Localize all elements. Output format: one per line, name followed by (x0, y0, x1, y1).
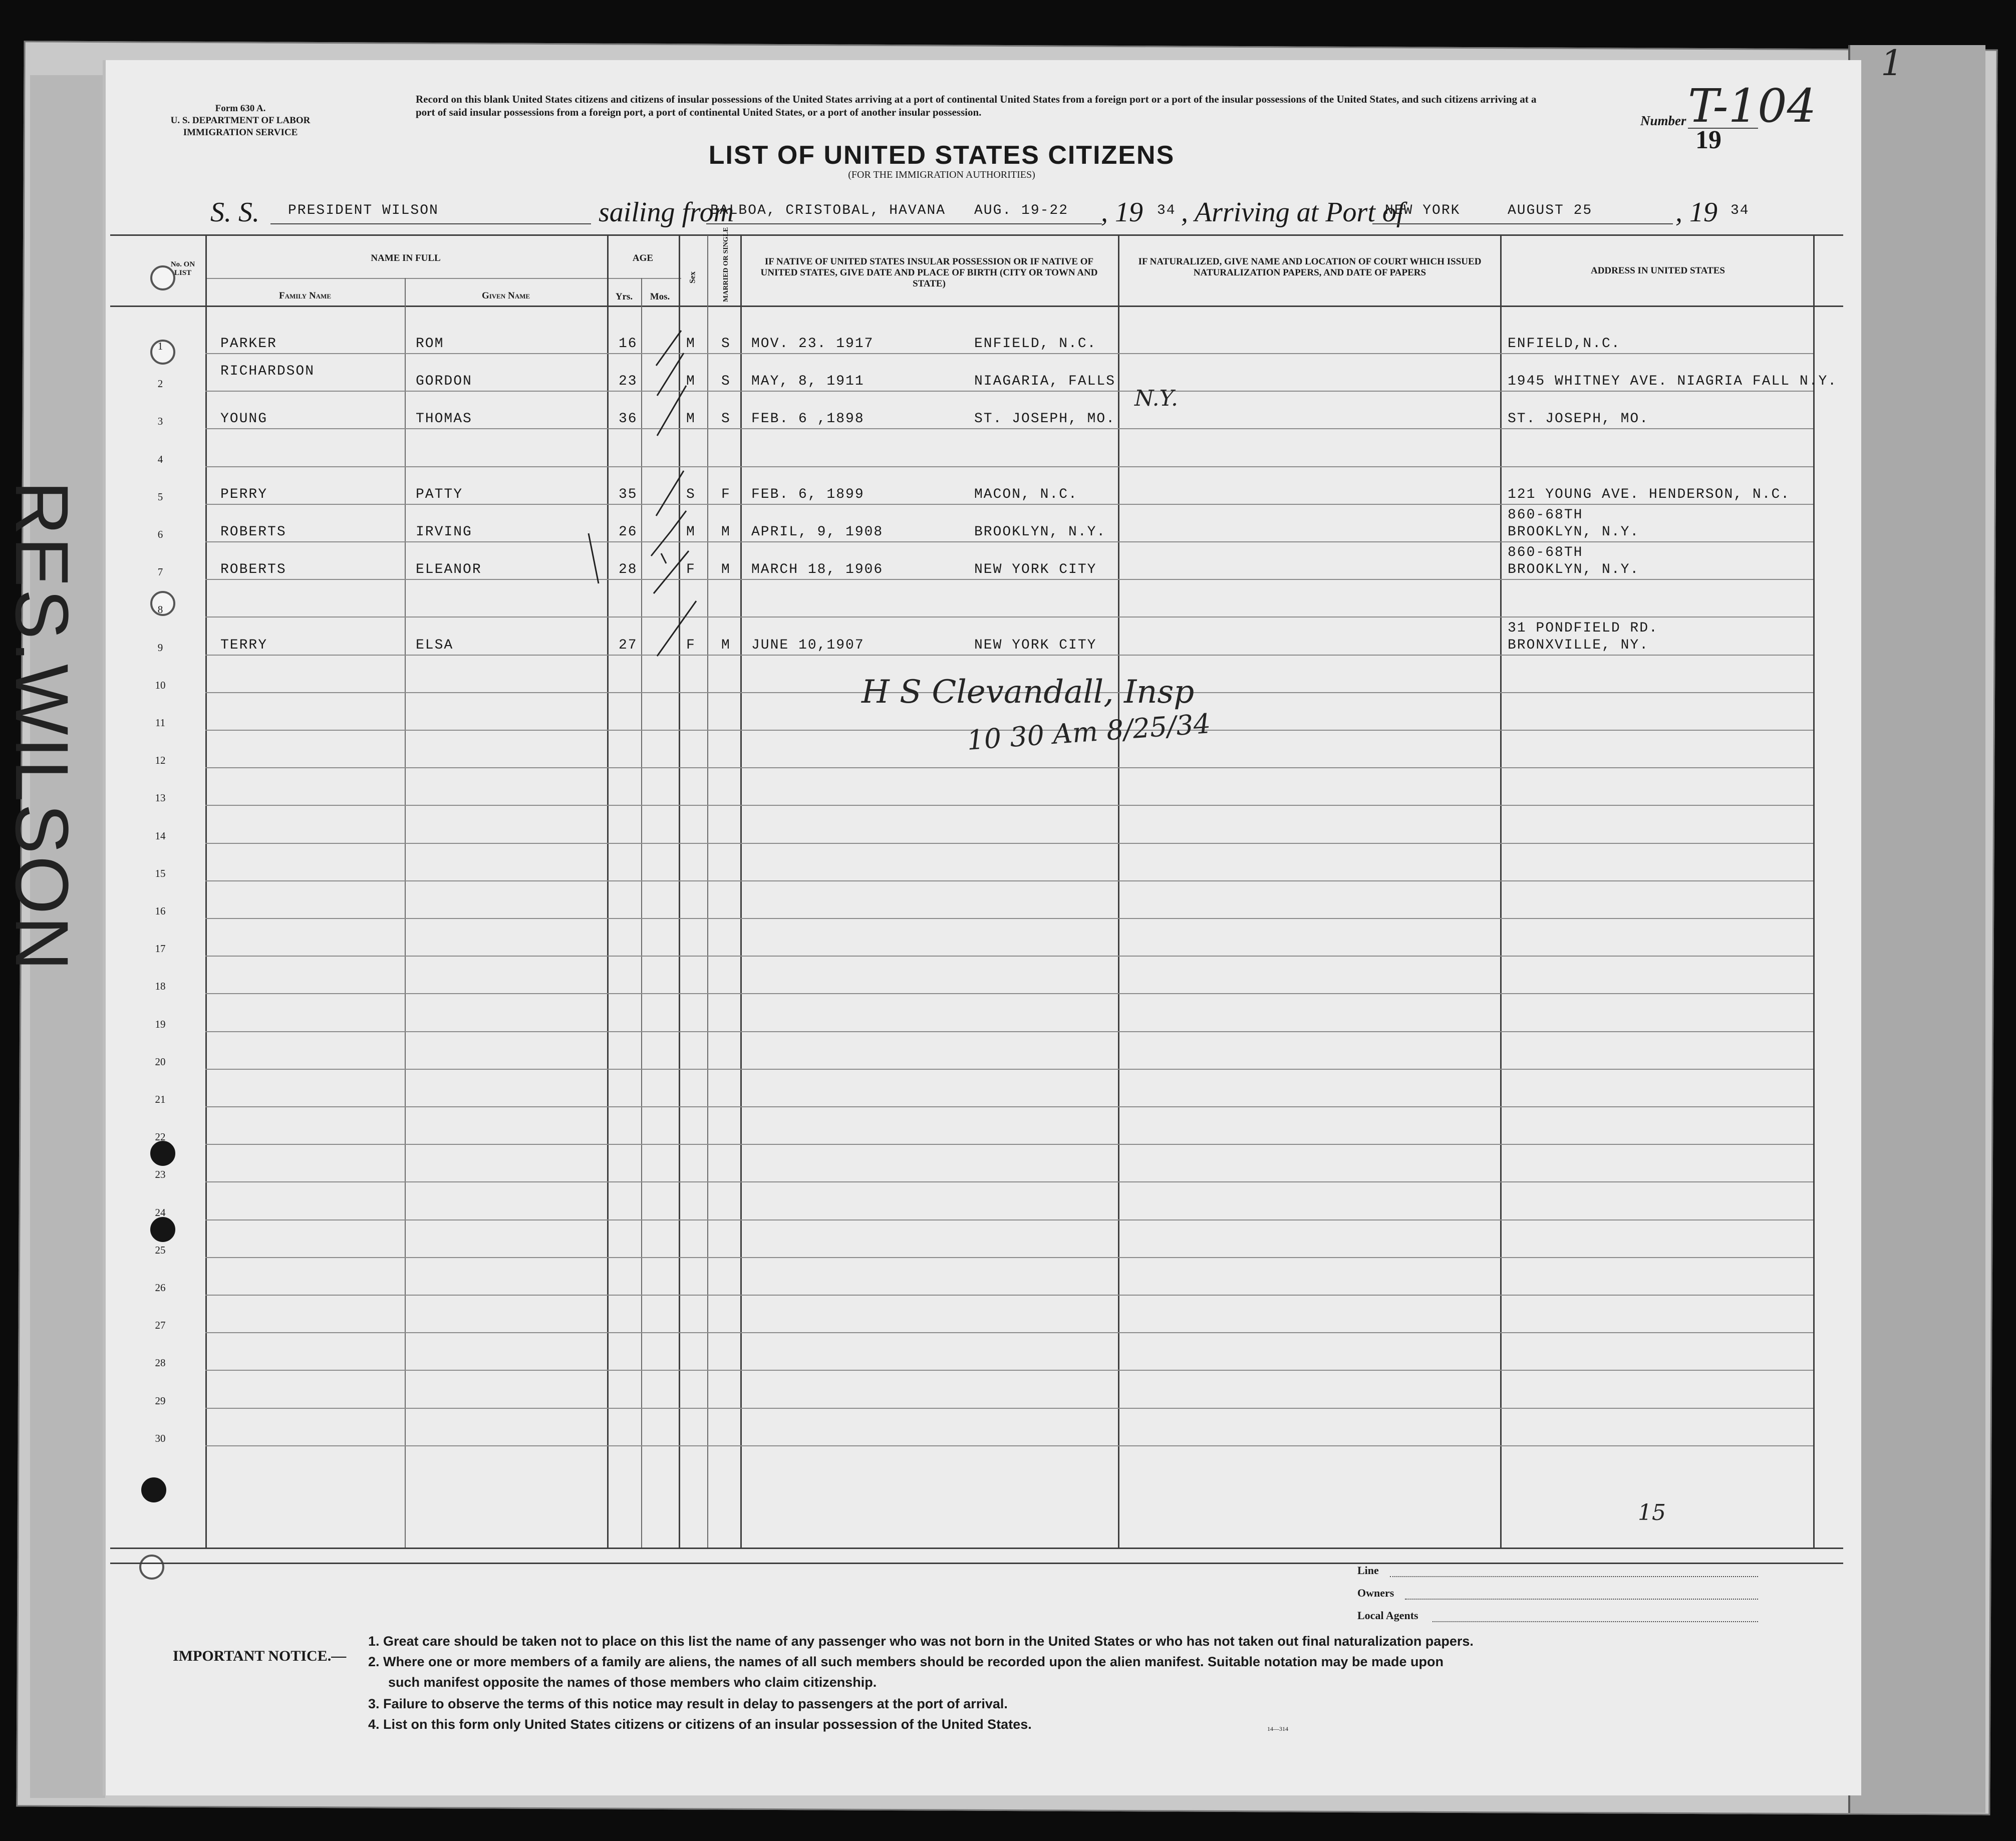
birth-place-cell: ST. JOSEPH, MO. (974, 411, 1116, 427)
header-name-in-full: NAME IN FULL (371, 253, 441, 263)
arriving-label: , Arriving at Port of (1181, 197, 1404, 228)
given-name-cell: ELSA (416, 637, 454, 653)
birth-date-cell: MARCH 18, 1906 (751, 562, 884, 578)
sex-cell: M (686, 411, 696, 427)
birth-date-cell: MOV. 23. 1917 (751, 336, 874, 352)
row-number: 17 (155, 943, 166, 955)
sex-cell: M (686, 336, 696, 352)
header-married-single: MARRIED OR SINGLE (722, 227, 730, 302)
row-number: 1 (157, 340, 163, 352)
row-number: 5 (157, 490, 163, 503)
sex-cell: M (686, 374, 696, 390)
row-number: 21 (155, 1093, 166, 1105)
header-yrs: Yrs. (615, 291, 633, 302)
tally-mark (589, 533, 599, 583)
row-number: 28 (155, 1357, 166, 1369)
arrival-date: AUGUST 25 (1508, 203, 1593, 218)
ship-name: PRESIDENT WILSON (288, 203, 439, 218)
notice-title: IMPORTANT NOTICE.— (173, 1648, 347, 1664)
birth-place-cell: NEW YORK CITY (974, 562, 1097, 578)
address-cell: ST. JOSEPH, MO. (1508, 411, 1649, 427)
check-mark (651, 511, 686, 556)
row-number: 24 (155, 1206, 166, 1218)
marital-status-cell: S (721, 411, 731, 427)
sex-cell: F (686, 637, 696, 653)
sailing-label: sailing from (599, 197, 734, 228)
row-number: 23 (155, 1168, 166, 1181)
birth-place-cell: MACON, N.C. (974, 486, 1078, 502)
birth-date-cell: JUNE 10,1907 (751, 637, 865, 653)
row-number: 25 (155, 1244, 166, 1256)
row-number: 11 (155, 717, 166, 729)
header-mos: Mos. (650, 291, 670, 302)
line-field (1390, 1576, 1758, 1577)
age-years-cell: 23 (619, 374, 638, 390)
row-number: 12 (155, 754, 166, 767)
header-birth: IF NATIVE OF UNITED STATES INSULAR POSSESSION OR IF NATIVE OF UNITED STATES, GIVE DATE AND PLACE OF BIRTH (CITY OR TOWN AND STATE) (760, 256, 1098, 289)
arrival-year: 34 (1731, 203, 1750, 218)
row-number: 14 (155, 829, 166, 842)
family-name-cell: ROBERTS (220, 524, 286, 540)
row-number: 18 (155, 980, 166, 993)
header-address: ADDRESS IN UNITED STATES (1590, 265, 1725, 276)
check-mark (656, 331, 681, 366)
birth-date-cell: FEB. 6, 1899 (751, 486, 865, 502)
given-name-cell: THOMAS (416, 411, 472, 427)
row-number: 4 (157, 453, 163, 465)
check-mark (656, 471, 684, 516)
inspection-time-date: 10 30 Am 8/25/34 (966, 708, 1212, 756)
family-name-cell: TERRY (220, 637, 268, 653)
address-cell: ENFIELD,N.C. (1508, 336, 1621, 352)
left-strip-text: RES.WILSON (0, 481, 84, 973)
header-no-on-list: No. ON LIST (170, 260, 195, 277)
marital-status-cell: M (721, 637, 731, 653)
age-years-cell: 26 (619, 524, 638, 540)
row-number: 10 (155, 679, 166, 691)
address-cell: 121 YOUNG AVE. HENDERSON, N.C. (1508, 486, 1791, 502)
address-cell: BRONXVILLE, NY. (1508, 637, 1649, 653)
birth-place-cell: NIAGARIA, FALLS (974, 374, 1116, 390)
birth-place-cell: BROOKLYN, N.Y. (974, 524, 1106, 540)
family-name-cell: RICHARDSON (220, 364, 315, 380)
age-years-cell: 28 (619, 562, 638, 578)
row-number: 27 (155, 1319, 166, 1332)
birth-date-cell: FEB. 6 ,1898 (751, 411, 865, 427)
marital-status-cell: F (721, 486, 731, 502)
marital-status-cell: M (721, 524, 731, 540)
birth-date-cell: APRIL, 9, 1908 (751, 524, 884, 540)
address-cell: 1945 WHITNEY AVE. NIAGRIA FALL N.Y. (1508, 374, 1838, 390)
inspector-signature: H S Clevandall, Insp (861, 674, 1195, 711)
header-given-name: Given Name (481, 290, 530, 301)
given-name-cell: ELEANOR (416, 562, 482, 578)
ss-label: S. S. (210, 197, 259, 228)
notice-3: 3. Failure to observe the terms of this notice may result in delay to passengers at the port of arrival. (368, 1696, 1008, 1711)
address-cell: BROOKLYN, N.Y. (1508, 562, 1640, 578)
family-name-cell: PERRY (220, 486, 268, 502)
owners-label: Owners (1357, 1587, 1394, 1599)
age-years-cell: 35 (619, 486, 638, 502)
row-number: 16 (155, 905, 166, 917)
row-number: 26 (155, 1282, 166, 1294)
owners-field (1405, 1599, 1758, 1600)
marital-status-cell: S (721, 336, 731, 352)
header-age: AGE (632, 253, 654, 263)
given-name-cell: GORDON (416, 374, 472, 390)
corner-mark: 1 (1881, 43, 1903, 84)
header-family-name: Family Name (279, 290, 331, 301)
check-mark (657, 601, 696, 656)
notice-2: 2. Where one or more members of a family are aliens, the names of all such members should be recorded upon the alien manifest. Suitable notation may be made upon (368, 1654, 1444, 1669)
age-years-cell: 36 (619, 411, 638, 427)
address-cell: 31 PONDFIELD RD. (1508, 620, 1658, 636)
row-number: 15 (155, 867, 166, 879)
departure-year: 34 (1157, 203, 1176, 218)
sex-cell: S (686, 486, 696, 502)
marital-status-cell: S (721, 374, 731, 390)
page-title: LIST OF UNITED STATES CITIZENS (708, 141, 1175, 170)
notice-4: 4. List on this form only United States citizens or citizens of an insular possession of the United States. (368, 1717, 1032, 1732)
notice-2-cont: such manifest opposite the names of those members who claim citizenship. (388, 1675, 877, 1690)
row-number: 29 (155, 1394, 166, 1407)
arrival-port: NEW YORK (1385, 203, 1461, 218)
line-label: Line (1357, 1564, 1379, 1577)
row-number: 9 (157, 641, 163, 654)
row-number: 2 (157, 378, 163, 390)
number-label: Number (1640, 113, 1686, 128)
sex-cell: M (686, 524, 696, 540)
row-number: 7 (157, 566, 163, 578)
check-mark (654, 551, 689, 593)
row-number: 30 (155, 1432, 166, 1444)
form-id: Form 630 A. U. S. DEPARTMENT OF LABOR IMMIGRATION SERVICE (170, 103, 311, 138)
family-name-cell: YOUNG (220, 411, 268, 427)
row-number: 6 (157, 528, 163, 540)
address-cell: 860-68TH (1508, 545, 1583, 561)
address-cell: BROOKLYN, N.Y. (1508, 524, 1640, 540)
agents-label: Local Agents (1357, 1609, 1418, 1622)
sex-cell: F (686, 562, 696, 578)
notice-1: 1. Great care should be taken not to place on this list the name of any passenger who was not born in the United States or who has not taken out final naturalization papers. (368, 1634, 1474, 1649)
falls-note: N.Y. (1134, 386, 1179, 411)
row-number: 22 (155, 1131, 166, 1143)
record-instructions: Record on this blank United States citizens and citizens of insular possessions of the United States arriving at a port of continental United States from a foreign port or a port of the insular possessions of the United States, and such citizens arriving at a port of said insular possessions from a foreign port, a port of continental United States, or a port of another insular possession. (416, 93, 1537, 118)
agents-field (1432, 1621, 1758, 1622)
header-sex: Sex (688, 271, 697, 283)
arrival-year-prefix: , 19 (1675, 197, 1717, 228)
age-years-cell: 27 (619, 637, 638, 653)
given-name-cell: IRVING (416, 524, 472, 540)
row-number: 13 (155, 792, 166, 804)
page-number: 15 (1638, 1500, 1666, 1525)
departure-ports: BALBOA, CRISTOBAL, HAVANA (710, 203, 946, 218)
age-years-cell: 16 (619, 336, 638, 352)
row-number: 20 (155, 1055, 166, 1068)
row-number: 19 (155, 1018, 166, 1030)
marital-status-cell: M (721, 562, 731, 578)
row-number: 8 (157, 603, 163, 616)
row-number: 3 (157, 415, 163, 428)
given-name-cell: PATTY (416, 486, 463, 502)
number-value: T-104 (1688, 79, 1817, 133)
family-name-cell: ROBERTS (220, 562, 286, 578)
check-mark (657, 386, 686, 436)
number-year: 19 (1695, 126, 1721, 154)
header-naturalized: IF NATURALIZED, GIVE NAME AND LOCATION OF COURT WHICH ISSUED NATURALIZATION PAPERS, AND DATE OF PAPERS (1138, 256, 1482, 278)
given-name-cell: ROM (416, 336, 444, 352)
check-mark (661, 553, 666, 563)
page-subtitle: (FOR THE IMMIGRATION AUTHORITIES) (848, 169, 1035, 180)
departure-year-prefix: , 19 (1101, 197, 1143, 228)
form-code: 14—314 (1267, 1725, 1288, 1732)
address-cell: 860-68TH (1508, 507, 1583, 523)
birth-place-cell: ENFIELD, N.C. (974, 336, 1097, 352)
family-name-cell: PARKER (220, 336, 277, 352)
departure-dates: AUG. 19-22 (974, 203, 1069, 218)
birth-place-cell: NEW YORK CITY (974, 637, 1097, 653)
birth-date-cell: MAY, 8, 1911 (751, 374, 865, 390)
